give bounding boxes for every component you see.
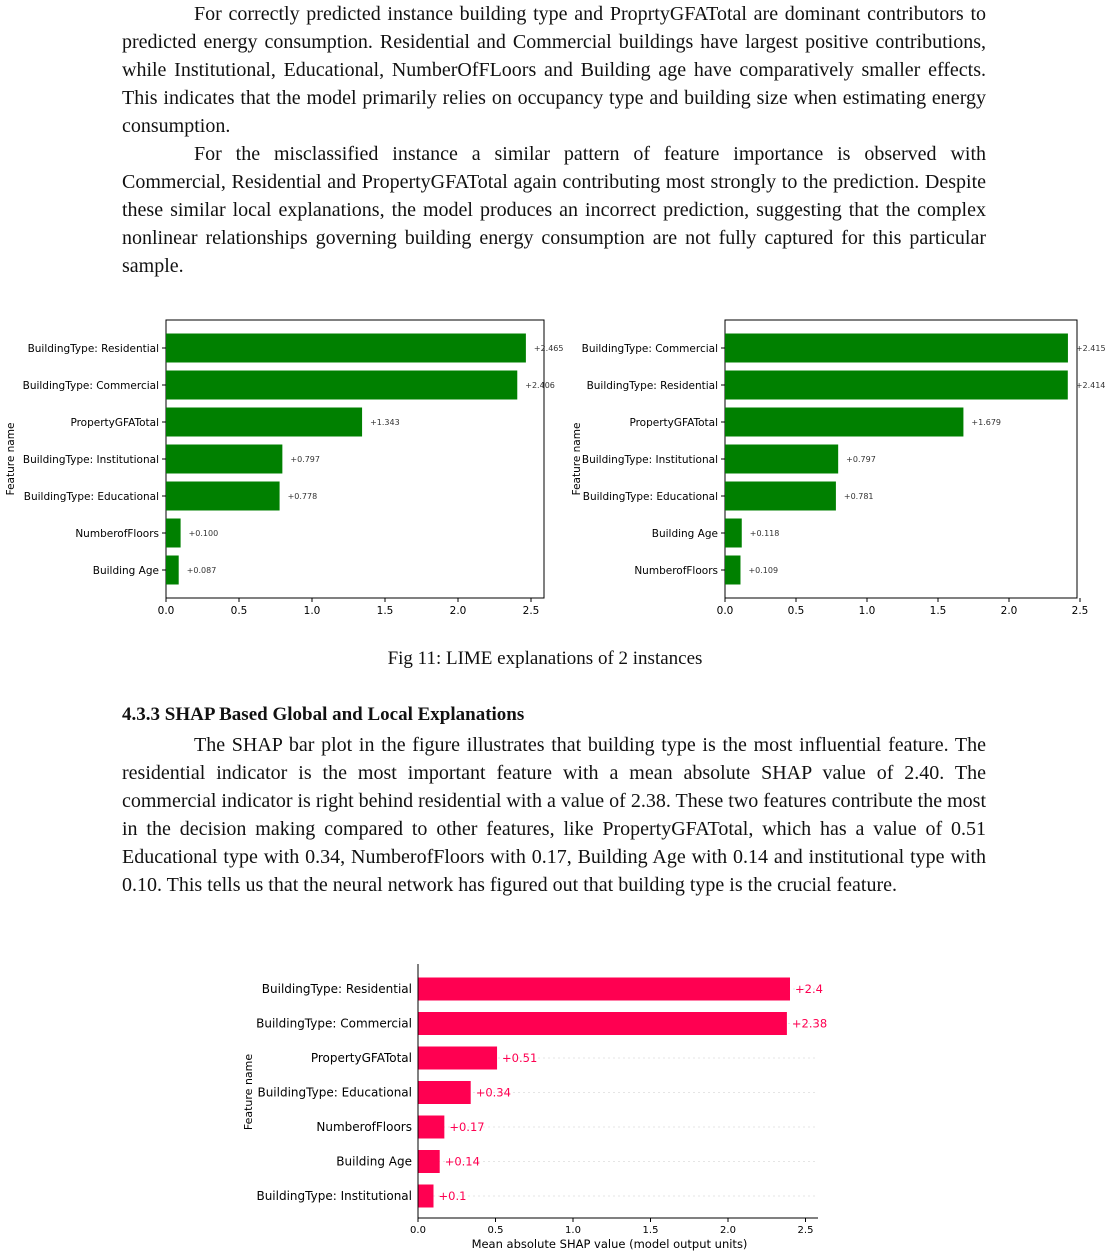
y-tick-label: BuildingType: Residential <box>261 982 412 996</box>
bar <box>166 445 282 474</box>
paragraph-lime-misclassified: For the misclassified instance a similar pattern of feature importance is observed with Commercial, Residential and PropertyGFATotal again contributing most strongly to the prediction. Despite these similar local explanations, the model produces an incorrect prediction, suggesting that the complex nonlinear relationships governing building energy consumption are not fully captured for this particular sample. <box>122 143 986 277</box>
y-tick-label: BuildingType: Residential <box>586 380 718 392</box>
y-axis-label: Feature name <box>242 1053 255 1131</box>
bar <box>725 482 836 511</box>
x-tick-label: 1.5 <box>929 605 947 617</box>
y-tick-label: Building Age <box>336 1154 412 1169</box>
data-label: +2.415 <box>1075 344 1106 353</box>
bar <box>166 408 362 437</box>
y-tick-label: Building Age <box>651 528 718 540</box>
bar <box>418 1081 471 1104</box>
y-tick-label: BuildingType: Commercial <box>22 380 159 392</box>
x-tick-label: 2.5 <box>1071 605 1089 617</box>
bar <box>418 1012 787 1035</box>
data-label: +2.465 <box>533 344 564 353</box>
data-label: +0.1 <box>438 1189 467 1203</box>
x-tick-label: 0.0 <box>410 1225 426 1236</box>
y-tick-label: PropertyGFATotal <box>310 1051 412 1065</box>
data-label: +0.17 <box>449 1120 485 1134</box>
figure-caption: Fig 11: LIME explanations of 2 instances <box>387 648 703 669</box>
y-tick-label: Building Age <box>92 565 159 577</box>
data-label: +2.414 <box>1075 381 1106 390</box>
x-tick-label: 0.5 <box>487 1225 504 1236</box>
x-tick-label: 1.5 <box>376 605 394 617</box>
data-label: +0.100 <box>188 529 219 538</box>
shap-bar-chart <box>240 962 840 1254</box>
x-tick-label: 1.0 <box>858 605 876 617</box>
bar <box>418 1116 444 1139</box>
x-tick-label: 2.0 <box>1000 605 1018 617</box>
data-label: +1.679 <box>971 418 1002 427</box>
bar <box>166 519 181 548</box>
section-heading: 4.3.3 SHAP Based Global and Local Explanations <box>122 704 525 725</box>
data-label: +1.343 <box>370 418 400 427</box>
bar <box>166 371 517 400</box>
data-label: +0.34 <box>475 1085 511 1100</box>
x-tick-label: 1.5 <box>642 1225 659 1236</box>
x-tick-label: 0.5 <box>230 605 248 617</box>
y-tick-label: BuildingType: Commercial <box>256 1016 412 1031</box>
bar <box>418 1150 440 1173</box>
y-tick-label: BuildingType: Educational <box>257 1085 412 1100</box>
bar <box>166 482 280 511</box>
bar <box>725 334 1068 363</box>
x-tick-label: 0.5 <box>787 605 805 617</box>
y-tick-label: BuildingType: Institutional <box>22 454 159 466</box>
y-axis-label: Feature name <box>571 422 583 496</box>
x-tick-label: 1.0 <box>565 1225 581 1236</box>
x-tick-label: 2.0 <box>449 605 467 617</box>
y-tick-label: PropertyGFATotal <box>629 417 718 429</box>
y-tick-label: NumberofFloors <box>316 1120 412 1134</box>
paragraph-lime-correct: For correctly predicted instance building type and ProprtyGFATotal are dominant contributors to predicted energy consumption. Residential and Commercial buildings have largest positive contributions, while Institutional, Educational, NumberOfFLoors and Building age have comparatively smaller effects. This indicates that the model primarily relies on occupancy type and building size when estimating energy consumption. <box>122 3 986 137</box>
data-label: +0.109 <box>748 566 779 575</box>
x-tick-label: 0.0 <box>716 605 734 617</box>
y-tick-label: BuildingType: Residential <box>27 343 159 355</box>
bar <box>725 445 838 474</box>
x-tick-label: 2.0 <box>720 1225 736 1236</box>
data-label: +0.797 <box>846 455 876 464</box>
data-label: +0.51 <box>502 1051 538 1065</box>
y-tick-label: BuildingType: Commercial <box>581 343 718 355</box>
data-label: +0.781 <box>843 492 874 501</box>
x-axis-label: Mean absolute SHAP value (model output units) <box>471 1237 748 1251</box>
lime-chart-instance-2 <box>566 312 1106 617</box>
x-tick-label: 1.0 <box>303 605 321 617</box>
data-label: +2.406 <box>525 381 555 390</box>
bar <box>418 1185 434 1208</box>
data-label: +0.14 <box>444 1154 480 1169</box>
data-label: +2.4 <box>795 982 823 996</box>
bar <box>725 556 740 585</box>
bar <box>725 408 963 437</box>
y-tick-label: NumberofFloors <box>75 528 159 540</box>
data-label: +2.38 <box>791 1016 828 1031</box>
data-label: +0.118 <box>749 529 780 538</box>
bar <box>418 978 790 1001</box>
bar <box>166 334 526 363</box>
x-tick-label: 0.0 <box>157 605 175 617</box>
y-axis-label: Feature name <box>5 422 17 496</box>
y-tick-label: BuildingType: Educational <box>23 491 159 503</box>
x-tick-label: 2.5 <box>797 1225 814 1236</box>
y-tick-label: BuildingType: Institutional <box>256 1189 412 1203</box>
y-tick-label: NumberofFloors <box>634 565 718 577</box>
lime-chart-instance-1 <box>0 312 564 617</box>
x-tick-label: 2.5 <box>522 605 540 617</box>
y-tick-label: BuildingType: Institutional <box>581 454 718 466</box>
bar <box>418 1047 497 1070</box>
y-tick-label: PropertyGFATotal <box>70 417 159 429</box>
bar <box>725 519 742 548</box>
data-label: +0.797 <box>290 455 320 464</box>
y-tick-label: BuildingType: Educational <box>582 491 718 503</box>
bar <box>166 556 179 585</box>
data-label: +0.087 <box>186 566 217 575</box>
paragraph-shap: The SHAP bar plot in the figure illustrates that building type is the most influential feature. The residential indicator is the most important feature with a mean absolute SHAP value of 2.40. The commercial indicator is right behind residential with a value of 2.38. These two features contribute the most in the decision making compared to other features, like PropertyGFATotal, which has a value of 0.51 Educational type with 0.34, NumberofFloors with 0.17, Building Age with 0.14 and institutional type with 0.10. This tells us that the neural network has figured out that building type is the crucial feature. <box>122 734 986 896</box>
data-label: +0.778 <box>287 492 318 501</box>
bar <box>725 371 1068 400</box>
